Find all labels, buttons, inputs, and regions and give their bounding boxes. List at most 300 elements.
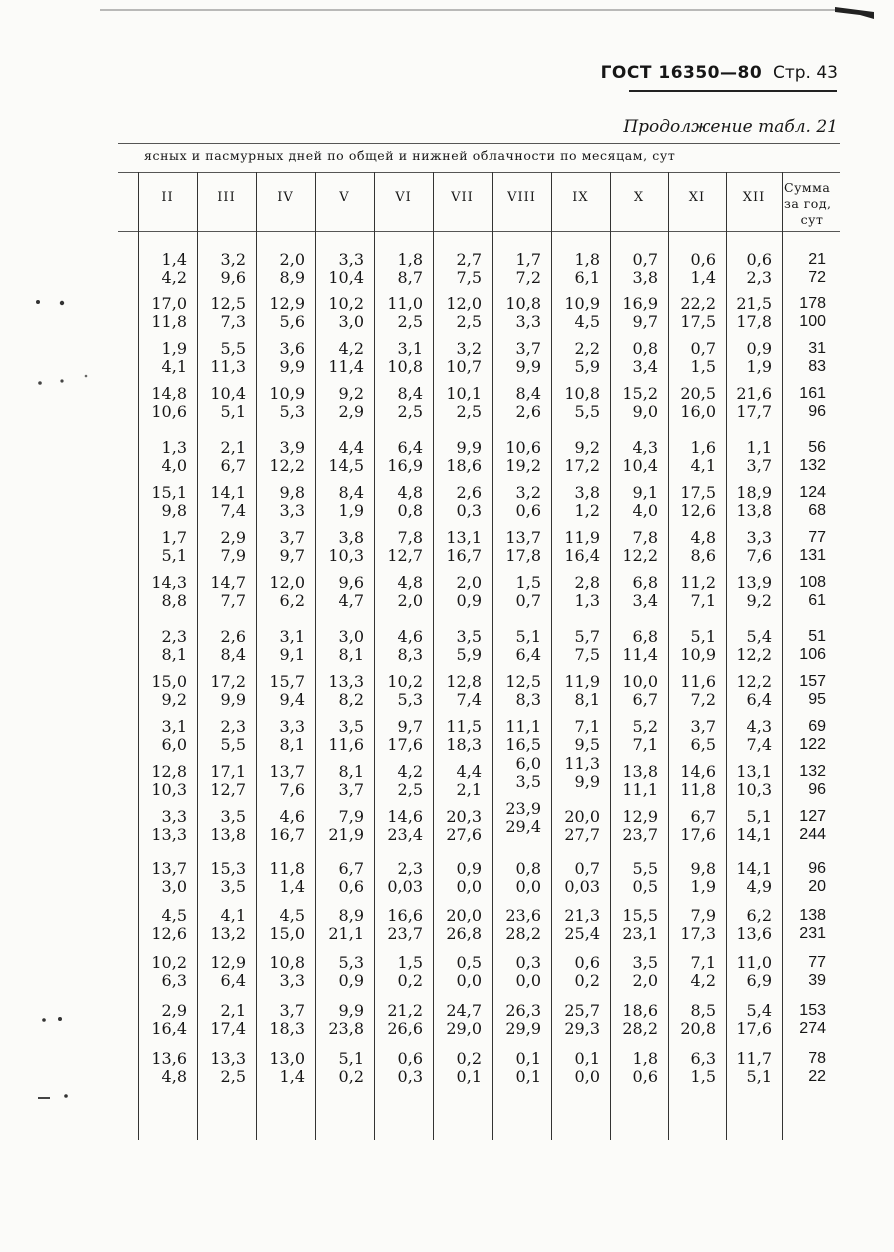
value-by-low-cloud: 23,7 bbox=[387, 924, 423, 943]
page-header bbox=[601, 63, 838, 83]
table-cell bbox=[494, 755, 541, 791]
column-divider bbox=[668, 172, 669, 1140]
value-by-low-cloud: 1,4 bbox=[690, 268, 716, 287]
value-by-low-cloud: 7,5 bbox=[574, 645, 600, 664]
value-by-low-cloud: 9,9 bbox=[574, 772, 600, 791]
value-by-low-cloud: 0,0 bbox=[456, 877, 482, 896]
value-by-total-cloud: 12,5 bbox=[505, 672, 541, 691]
value-by-low-cloud: 8,1 bbox=[279, 735, 305, 754]
value-by-total-cloud: 4,5 bbox=[161, 906, 187, 925]
annual-sum-total-cloud: 132 bbox=[799, 763, 826, 780]
table-cell bbox=[199, 808, 246, 844]
value-by-low-cloud: 16,7 bbox=[269, 825, 305, 844]
value-by-total-cloud: 21,6 bbox=[736, 384, 772, 403]
value-by-total-cloud: 13,8 bbox=[622, 762, 658, 781]
value-by-low-cloud: 10,6 bbox=[151, 402, 187, 421]
value-by-total-cloud: 9,6 bbox=[338, 573, 364, 592]
value-by-low-cloud: 5,3 bbox=[279, 402, 305, 421]
value-by-total-cloud: 20,0 bbox=[446, 906, 482, 925]
value-by-total-cloud: 2,6 bbox=[456, 483, 482, 502]
value-by-total-cloud: 3,6 bbox=[279, 339, 305, 358]
value-by-low-cloud: 8,1 bbox=[161, 645, 187, 664]
value-by-low-cloud: 1,2 bbox=[574, 501, 600, 520]
table-cell bbox=[494, 954, 541, 990]
value-by-total-cloud: 5,3 bbox=[338, 953, 364, 972]
value-by-total-cloud: 18,6 bbox=[622, 1001, 658, 1020]
table-cell bbox=[317, 295, 364, 331]
value-by-total-cloud: 17,0 bbox=[151, 294, 187, 313]
column-header-annual-sum bbox=[784, 180, 840, 228]
value-by-total-cloud: 21,5 bbox=[736, 294, 772, 313]
value-by-low-cloud: 0,6 bbox=[515, 501, 541, 520]
annual-sum-low-cloud: 96 bbox=[808, 781, 826, 798]
table-cell bbox=[553, 755, 600, 791]
table-cell bbox=[670, 529, 716, 565]
value-by-low-cloud: 16,7 bbox=[446, 546, 482, 565]
value-by-low-cloud: 28,2 bbox=[622, 1019, 658, 1038]
table-cell bbox=[435, 907, 482, 943]
value-by-low-cloud: 9,7 bbox=[279, 546, 305, 565]
value-by-low-cloud: 17,5 bbox=[680, 312, 716, 331]
value-by-total-cloud: 10,4 bbox=[210, 384, 246, 403]
value-by-low-cloud: 6,4 bbox=[515, 645, 541, 664]
value-by-total-cloud: 0,2 bbox=[456, 1049, 482, 1068]
value-by-low-cloud: 28,2 bbox=[505, 924, 541, 943]
value-by-total-cloud: 2,7 bbox=[456, 250, 482, 269]
value-by-low-cloud: 7,1 bbox=[690, 591, 716, 610]
table-cell bbox=[494, 1050, 541, 1086]
value-by-low-cloud: 4,8 bbox=[161, 1067, 187, 1086]
value-by-low-cloud: 4,2 bbox=[161, 268, 187, 287]
table-cell bbox=[612, 808, 658, 844]
value-by-total-cloud: 11,1 bbox=[505, 717, 541, 736]
table-cell bbox=[612, 628, 658, 664]
column-header-month: IV bbox=[277, 190, 294, 205]
table-cell bbox=[140, 529, 187, 565]
value-by-low-cloud: 2,5 bbox=[397, 312, 423, 331]
table-cell bbox=[494, 860, 541, 896]
annual-sum-cell bbox=[784, 385, 826, 421]
value-by-total-cloud: 7,8 bbox=[397, 528, 423, 547]
value-by-total-cloud: 11,9 bbox=[564, 672, 600, 691]
value-by-low-cloud: 11,4 bbox=[328, 357, 364, 376]
value-by-total-cloud: 12,2 bbox=[736, 672, 772, 691]
table-cell bbox=[199, 907, 246, 943]
value-by-low-cloud: 2,0 bbox=[397, 591, 423, 610]
table-cell bbox=[435, 1050, 482, 1086]
table-cell bbox=[553, 439, 600, 475]
table-cell bbox=[258, 295, 305, 331]
table-cell bbox=[494, 1002, 541, 1038]
value-by-low-cloud: 0,0 bbox=[515, 971, 541, 990]
value-by-total-cloud: 1,3 bbox=[161, 438, 187, 457]
value-by-total-cloud: 13,7 bbox=[505, 528, 541, 547]
value-by-total-cloud: 8,1 bbox=[338, 762, 364, 781]
value-by-low-cloud: 7,9 bbox=[220, 546, 246, 565]
value-by-low-cloud: 7,4 bbox=[746, 735, 772, 754]
value-by-total-cloud: 6,8 bbox=[632, 573, 658, 592]
value-by-total-cloud: 2,3 bbox=[220, 717, 246, 736]
value-by-low-cloud: 5,5 bbox=[574, 402, 600, 421]
value-by-total-cloud: 2,1 bbox=[220, 1001, 246, 1020]
table-cell bbox=[435, 484, 482, 520]
value-by-low-cloud: 10,4 bbox=[622, 456, 658, 475]
table-subtitle: ясных и пасмурных дней по общей и нижней облачности по месяцам, сут bbox=[144, 148, 676, 163]
table-cell bbox=[612, 763, 658, 799]
value-by-total-cloud: 12,8 bbox=[446, 672, 482, 691]
annual-sum-total-cloud: 178 bbox=[799, 295, 826, 312]
value-by-low-cloud: 16,9 bbox=[387, 456, 423, 475]
value-by-low-cloud: 8,1 bbox=[574, 690, 600, 709]
table-cell bbox=[258, 340, 305, 376]
value-by-low-cloud: 0,03 bbox=[564, 877, 600, 896]
column-divider bbox=[726, 172, 727, 1140]
column-header-month: V bbox=[339, 190, 350, 205]
margin-specks bbox=[0, 1010, 110, 1040]
table-cell bbox=[553, 484, 600, 520]
value-by-low-cloud: 29,9 bbox=[505, 1019, 541, 1038]
table-cell bbox=[728, 718, 772, 754]
value-by-total-cloud: 4,3 bbox=[632, 438, 658, 457]
value-by-total-cloud: 9,9 bbox=[456, 438, 482, 457]
table-cell bbox=[612, 1050, 658, 1086]
value-by-total-cloud: 0,3 bbox=[515, 953, 541, 972]
table-cell bbox=[199, 385, 246, 421]
table-cell bbox=[317, 1050, 364, 1086]
table-cell bbox=[199, 529, 246, 565]
value-by-low-cloud: 6,4 bbox=[746, 690, 772, 709]
table-cell bbox=[728, 439, 772, 475]
value-by-low-cloud: 3,7 bbox=[338, 780, 364, 799]
table-cell bbox=[553, 808, 600, 844]
value-by-low-cloud: 29,0 bbox=[446, 1019, 482, 1038]
value-by-total-cloud: 17,5 bbox=[680, 483, 716, 502]
value-by-total-cloud: 3,1 bbox=[279, 627, 305, 646]
value-by-low-cloud: 12,2 bbox=[622, 546, 658, 565]
margin-specks bbox=[0, 372, 110, 402]
value-by-low-cloud: 6,2 bbox=[279, 591, 305, 610]
table-cell bbox=[612, 529, 658, 565]
table-cell bbox=[199, 251, 246, 287]
table-cell bbox=[553, 907, 600, 943]
value-by-low-cloud: 11,8 bbox=[151, 312, 187, 331]
value-by-total-cloud: 3,0 bbox=[338, 627, 364, 646]
value-by-total-cloud: 4,4 bbox=[456, 762, 482, 781]
table-cell bbox=[728, 954, 772, 990]
table-cell bbox=[140, 718, 187, 754]
table-cell bbox=[553, 860, 600, 896]
value-by-total-cloud: 10,9 bbox=[269, 384, 305, 403]
value-by-low-cloud: 4,0 bbox=[161, 456, 187, 475]
value-by-low-cloud: 9,5 bbox=[574, 735, 600, 754]
value-by-low-cloud: 9,9 bbox=[220, 690, 246, 709]
value-by-low-cloud: 2,5 bbox=[220, 1067, 246, 1086]
value-by-total-cloud: 2,9 bbox=[220, 528, 246, 547]
value-by-low-cloud: 5,1 bbox=[220, 402, 246, 421]
value-by-low-cloud: 9,2 bbox=[746, 591, 772, 610]
table-cell bbox=[553, 628, 600, 664]
value-by-total-cloud: 9,7 bbox=[397, 717, 423, 736]
value-by-total-cloud: 1,6 bbox=[690, 438, 716, 457]
value-by-total-cloud: 12,0 bbox=[269, 573, 305, 592]
table-cell bbox=[258, 954, 305, 990]
table-cell bbox=[199, 1002, 246, 1038]
table-cell bbox=[317, 439, 364, 475]
value-by-low-cloud: 5,1 bbox=[746, 1067, 772, 1086]
value-by-low-cloud: 12,6 bbox=[151, 924, 187, 943]
value-by-total-cloud: 13,3 bbox=[210, 1049, 246, 1068]
table-cell bbox=[376, 1002, 423, 1038]
value-by-low-cloud: 16,4 bbox=[151, 1019, 187, 1038]
value-by-low-cloud: 0,8 bbox=[397, 501, 423, 520]
value-by-total-cloud: 9,8 bbox=[279, 483, 305, 502]
table-cell bbox=[728, 1002, 772, 1038]
value-by-low-cloud: 3,3 bbox=[515, 312, 541, 331]
value-by-total-cloud: 1,9 bbox=[161, 339, 187, 358]
value-by-low-cloud: 9,9 bbox=[279, 357, 305, 376]
table-cell bbox=[140, 808, 187, 844]
table-header-top-border bbox=[118, 172, 840, 173]
column-divider bbox=[492, 172, 493, 1140]
annual-sum-low-cloud: 106 bbox=[799, 646, 826, 663]
table-cell bbox=[494, 251, 541, 287]
table-cell bbox=[435, 628, 482, 664]
value-by-low-cloud: 25,4 bbox=[564, 924, 600, 943]
value-by-low-cloud: 0,0 bbox=[456, 971, 482, 990]
table-cell bbox=[728, 529, 772, 565]
table-cell bbox=[553, 1050, 600, 1086]
column-header-month: VI bbox=[395, 190, 412, 205]
annual-sum-total-cloud: 124 bbox=[799, 484, 826, 501]
table-cell bbox=[376, 1050, 423, 1086]
table-cell bbox=[435, 718, 482, 754]
value-by-low-cloud: 18,3 bbox=[446, 735, 482, 754]
column-divider bbox=[315, 172, 316, 1140]
table-cell bbox=[612, 907, 658, 943]
value-by-low-cloud: 8,1 bbox=[338, 645, 364, 664]
value-by-low-cloud: 6,3 bbox=[161, 971, 187, 990]
scan-edge-line bbox=[100, 6, 874, 25]
annual-sum-cell bbox=[784, 907, 826, 943]
value-by-low-cloud: 7,6 bbox=[746, 546, 772, 565]
value-by-low-cloud: 11,6 bbox=[328, 735, 364, 754]
value-by-total-cloud: 13,0 bbox=[269, 1049, 305, 1068]
value-by-low-cloud: 9,1 bbox=[279, 645, 305, 664]
value-by-total-cloud: 1,5 bbox=[515, 573, 541, 592]
value-by-total-cloud: 0,7 bbox=[690, 339, 716, 358]
value-by-total-cloud: 11,0 bbox=[387, 294, 423, 313]
value-by-low-cloud: 17,3 bbox=[680, 924, 716, 943]
table-cell bbox=[140, 484, 187, 520]
annual-sum-total-cloud: 77 bbox=[808, 529, 826, 546]
value-by-low-cloud: 13,8 bbox=[210, 825, 246, 844]
table-cell bbox=[670, 954, 716, 990]
value-by-low-cloud: 17,7 bbox=[736, 402, 772, 421]
value-by-low-cloud: 9,9 bbox=[515, 357, 541, 376]
value-by-low-cloud: 9,7 bbox=[632, 312, 658, 331]
value-by-low-cloud: 16,4 bbox=[564, 546, 600, 565]
table-cell bbox=[494, 907, 541, 943]
table-cell bbox=[494, 529, 541, 565]
value-by-low-cloud: 6,9 bbox=[746, 971, 772, 990]
value-by-total-cloud: 9,1 bbox=[632, 483, 658, 502]
value-by-total-cloud: 11,7 bbox=[736, 1049, 772, 1068]
table-cell bbox=[317, 718, 364, 754]
value-by-low-cloud: 3,5 bbox=[220, 877, 246, 896]
value-by-total-cloud: 23,6 bbox=[505, 906, 541, 925]
table-cell bbox=[140, 1050, 187, 1086]
value-by-total-cloud: 0,7 bbox=[632, 250, 658, 269]
annual-sum-low-cloud: 22 bbox=[808, 1068, 826, 1085]
value-by-low-cloud: 23,1 bbox=[622, 924, 658, 943]
value-by-total-cloud: 22,2 bbox=[680, 294, 716, 313]
value-by-total-cloud: 5,2 bbox=[632, 717, 658, 736]
value-by-low-cloud: 2,0 bbox=[632, 971, 658, 990]
value-by-low-cloud: 4,1 bbox=[161, 357, 187, 376]
table-cell bbox=[435, 251, 482, 287]
table-cell bbox=[317, 628, 364, 664]
value-by-low-cloud: 13,2 bbox=[210, 924, 246, 943]
table-cell bbox=[376, 763, 423, 799]
value-by-low-cloud: 0,2 bbox=[574, 971, 600, 990]
column-divider bbox=[197, 172, 198, 1140]
value-by-total-cloud: 15,5 bbox=[622, 906, 658, 925]
table-cell bbox=[494, 439, 541, 475]
value-by-total-cloud: 25,7 bbox=[564, 1001, 600, 1020]
value-by-low-cloud: 21,1 bbox=[328, 924, 364, 943]
value-by-low-cloud: 4,9 bbox=[746, 877, 772, 896]
table-cell bbox=[376, 385, 423, 421]
value-by-total-cloud: 21,3 bbox=[564, 906, 600, 925]
value-by-total-cloud: 8,4 bbox=[397, 384, 423, 403]
table-cell bbox=[670, 808, 716, 844]
value-by-low-cloud: 20,8 bbox=[680, 1019, 716, 1038]
value-by-total-cloud: 11,5 bbox=[446, 717, 482, 736]
annual-sum-low-cloud: 95 bbox=[808, 691, 826, 708]
table-cell bbox=[612, 718, 658, 754]
value-by-total-cloud: 2,2 bbox=[574, 339, 600, 358]
table-cell bbox=[553, 954, 600, 990]
value-by-total-cloud: 20,0 bbox=[564, 807, 600, 826]
value-by-total-cloud: 0,6 bbox=[746, 250, 772, 269]
value-by-total-cloud: 4,1 bbox=[220, 906, 246, 925]
value-by-low-cloud: 8,7 bbox=[397, 268, 423, 287]
value-by-total-cloud: 12,5 bbox=[210, 294, 246, 313]
table-cell bbox=[199, 439, 246, 475]
value-by-total-cloud: 3,8 bbox=[574, 483, 600, 502]
value-by-total-cloud: 0,1 bbox=[515, 1049, 541, 1068]
annual-sum-low-cloud: 68 bbox=[808, 502, 826, 519]
table-cell bbox=[494, 673, 541, 709]
table-cell bbox=[258, 628, 305, 664]
table-cell bbox=[494, 340, 541, 376]
value-by-low-cloud: 4,7 bbox=[338, 591, 364, 610]
table-cell bbox=[670, 763, 716, 799]
annual-sum-cell bbox=[784, 1002, 826, 1038]
value-by-low-cloud: 8,6 bbox=[690, 546, 716, 565]
value-by-total-cloud: 4,2 bbox=[338, 339, 364, 358]
value-by-low-cloud: 0,0 bbox=[574, 1067, 600, 1086]
value-by-total-cloud: 17,2 bbox=[210, 672, 246, 691]
value-by-total-cloud: 18,9 bbox=[736, 483, 772, 502]
table-cell bbox=[376, 340, 423, 376]
table-cell bbox=[494, 574, 541, 610]
annual-sum-total-cloud: 56 bbox=[808, 439, 826, 456]
value-by-total-cloud: 3,9 bbox=[279, 438, 305, 457]
value-by-low-cloud: 6,7 bbox=[220, 456, 246, 475]
value-by-low-cloud: 10,7 bbox=[446, 357, 482, 376]
value-by-low-cloud: 5,1 bbox=[161, 546, 187, 565]
value-by-total-cloud: 4,2 bbox=[397, 762, 423, 781]
value-by-total-cloud: 16,9 bbox=[622, 294, 658, 313]
table-cell bbox=[670, 340, 716, 376]
value-by-low-cloud: 17,8 bbox=[736, 312, 772, 331]
table-cell bbox=[140, 251, 187, 287]
annual-sum-cell bbox=[784, 484, 826, 520]
value-by-low-cloud: 7,2 bbox=[515, 268, 541, 287]
value-by-total-cloud: 5,7 bbox=[574, 627, 600, 646]
annual-sum-total-cloud: 138 bbox=[799, 907, 826, 924]
value-by-low-cloud: 4,1 bbox=[690, 456, 716, 475]
table-cell bbox=[317, 860, 364, 896]
value-by-total-cloud: 3,3 bbox=[279, 717, 305, 736]
table-cell bbox=[435, 954, 482, 990]
table-cell bbox=[670, 574, 716, 610]
value-by-low-cloud: 29,4 bbox=[505, 817, 541, 836]
value-by-low-cloud: 2,6 bbox=[515, 402, 541, 421]
table-cell bbox=[140, 907, 187, 943]
value-by-low-cloud: 3,5 bbox=[515, 772, 541, 791]
value-by-total-cloud: 4,8 bbox=[397, 483, 423, 502]
value-by-total-cloud: 3,5 bbox=[632, 953, 658, 972]
table-cell bbox=[376, 718, 423, 754]
table-cell bbox=[670, 484, 716, 520]
table-cell bbox=[670, 1050, 716, 1086]
table-cell bbox=[376, 907, 423, 943]
table-cell bbox=[612, 340, 658, 376]
value-by-low-cloud: 2,5 bbox=[456, 402, 482, 421]
value-by-total-cloud: 26,3 bbox=[505, 1001, 541, 1020]
annual-sum-total-cloud: 77 bbox=[808, 954, 826, 971]
annual-sum-low-cloud: 100 bbox=[799, 313, 826, 330]
value-by-low-cloud: 4,5 bbox=[574, 312, 600, 331]
value-by-total-cloud: 3,1 bbox=[397, 339, 423, 358]
table-cell bbox=[317, 529, 364, 565]
value-by-total-cloud: 0,6 bbox=[690, 250, 716, 269]
value-by-low-cloud: 3,4 bbox=[632, 357, 658, 376]
value-by-low-cloud: 10,3 bbox=[328, 546, 364, 565]
value-by-low-cloud: 17,2 bbox=[564, 456, 600, 475]
value-by-low-cloud: 4,0 bbox=[632, 501, 658, 520]
value-by-low-cloud: 12,6 bbox=[680, 501, 716, 520]
table-cell bbox=[494, 484, 541, 520]
table-cell bbox=[258, 860, 305, 896]
value-by-low-cloud: 6,7 bbox=[632, 690, 658, 709]
table-cell bbox=[728, 808, 772, 844]
table-cell bbox=[612, 484, 658, 520]
value-by-total-cloud: 2,0 bbox=[279, 250, 305, 269]
value-by-low-cloud: 1,5 bbox=[690, 1067, 716, 1086]
value-by-total-cloud: 0,8 bbox=[632, 339, 658, 358]
table-cell bbox=[376, 954, 423, 990]
value-by-total-cloud: 14,8 bbox=[151, 384, 187, 403]
value-by-low-cloud: 14,5 bbox=[328, 456, 364, 475]
value-by-total-cloud: 9,2 bbox=[338, 384, 364, 403]
value-by-total-cloud: 6,8 bbox=[632, 627, 658, 646]
value-by-low-cloud: 11,3 bbox=[210, 357, 246, 376]
table-cell bbox=[728, 340, 772, 376]
value-by-total-cloud: 3,7 bbox=[279, 1001, 305, 1020]
